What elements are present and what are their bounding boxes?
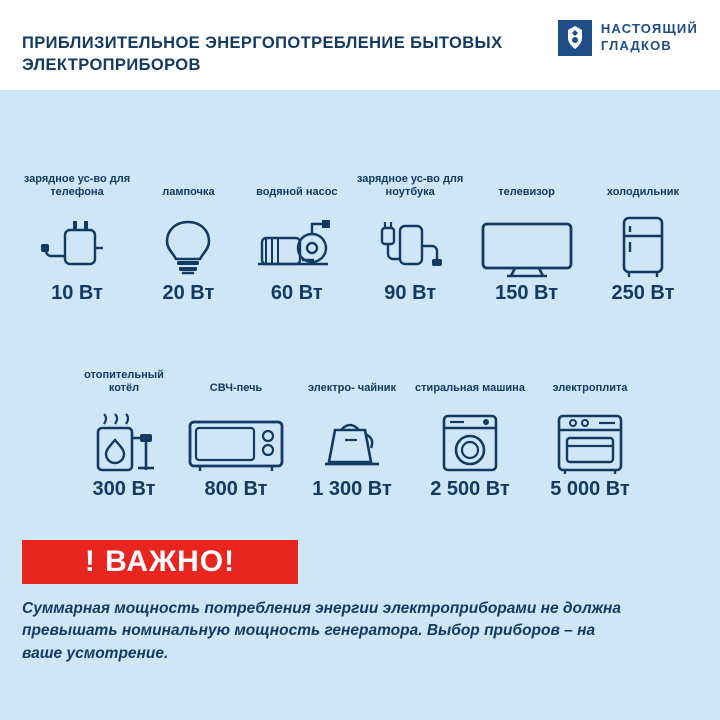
electric-kettle-icon: [315, 396, 389, 474]
water-pump-icon: [252, 200, 342, 278]
appliance-label: зарядное ус-во для ноутбука: [356, 172, 464, 199]
appliance-label: СВЧ-печь: [209, 382, 263, 395]
appliance-card-phone-charger: [22, 172, 132, 305]
appliance-card-water-pump: [245, 172, 349, 305]
appliance-row-1: [22, 172, 698, 305]
washing-machine-icon: [438, 396, 502, 474]
appliance-value: 60 Вт: [270, 282, 323, 304]
appliance-value: 5 000 Вт: [550, 478, 630, 500]
brand-line-2: ГЛАДКОВ: [600, 38, 672, 53]
appliance-label: зарядное ус-во для телефона: [23, 172, 131, 199]
appliance-card-laptop-charger: [355, 172, 465, 305]
important-banner: [22, 540, 298, 584]
footer-note: Суммарная мощность потребления энергии электроприборами не должна превышать номинальную мощность генератора. Выбор приборов – на ваше усмотрение.: [22, 600, 622, 662]
appliance-card-light-bulb: [138, 172, 238, 305]
appliance-label: электроплита: [552, 382, 628, 395]
appliance-label: водяной насос: [256, 186, 338, 199]
television-icon: [477, 200, 577, 278]
refrigerator-icon: [614, 200, 672, 278]
appliance-label: отопительный котёл: [84, 368, 164, 395]
brand-text: [601, 21, 698, 55]
appliance-value: 20 Вт: [162, 282, 215, 304]
appliance-value: 800 Вт: [204, 478, 268, 500]
appliance-card-electric-stove: [532, 368, 648, 501]
brand-logo-block: [558, 20, 698, 56]
important-text: ! ВАЖНО!: [84, 545, 236, 578]
appliance-card-heating-boiler: [72, 368, 176, 501]
appliance-value: 10 Вт: [51, 282, 103, 304]
appliance-card-microwave: [182, 368, 290, 501]
appliance-value: 1 300 Вт: [312, 478, 392, 500]
appliance-value: 300 Вт: [92, 478, 156, 500]
appliance-label: телевизор: [498, 186, 555, 199]
appliance-label: лампочка: [162, 186, 215, 199]
eagle-emblem-icon: [558, 20, 592, 56]
microwave-icon: [186, 396, 286, 474]
light-bulb-icon: [158, 200, 218, 278]
electric-stove-icon: [553, 396, 627, 474]
appliance-card-washing-machine: [414, 368, 526, 501]
appliance-card-television: [472, 172, 582, 305]
appliance-value: 2 500 Вт: [430, 478, 510, 500]
heating-boiler-icon: [82, 396, 166, 474]
brand-line-1: НАСТОЯЩИЙ: [600, 21, 698, 37]
appliance-card-refrigerator: [588, 172, 698, 305]
phone-charger-icon: [39, 200, 115, 278]
appliance-label: холодильник: [606, 186, 680, 199]
appliance-label: стиральная машина: [415, 382, 525, 395]
appliance-card-electric-kettle: [296, 368, 408, 501]
page-title: ПРИБЛИЗИТЕЛЬНОЕ ЭНЕРГОПОТРЕБЛЕНИЕ БЫТОВЫХ ЭЛЕКТРОПРИБОРОВ: [22, 34, 503, 75]
laptop-charger-icon: [368, 200, 452, 278]
appliance-value: 150 Вт: [495, 282, 559, 304]
appliance-label: электро- чайник: [308, 382, 396, 395]
appliance-value: 90 Вт: [384, 282, 437, 304]
appliance-row-2: [72, 368, 648, 501]
appliance-value: 250 Вт: [611, 282, 675, 304]
